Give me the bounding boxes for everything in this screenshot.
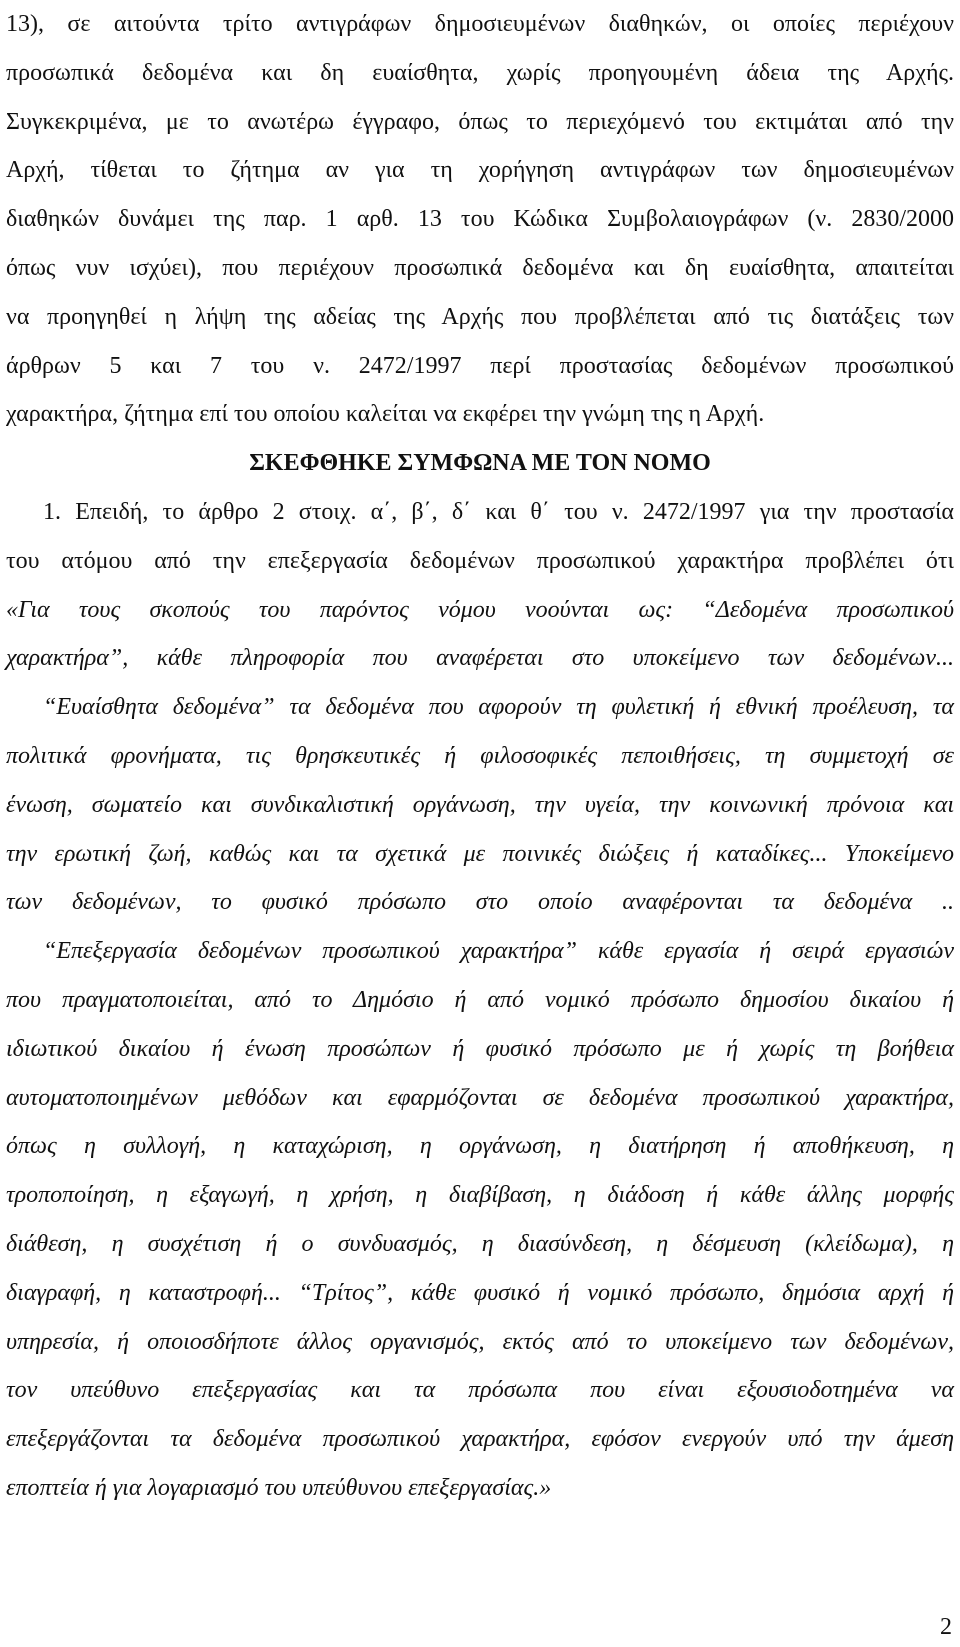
text-line: 13), σε αιτούντα τρίτο αντιγράφων δημοσιευμένων διαθηκών, οι οποίες περιέχουν [6, 11, 954, 37]
quoted-text-line: πολιτικά φρονήματα, τις θρησκευτικές ή φιλοσοφικές πεποιθήσεις, τη συμμετοχή σε [6, 742, 954, 769]
text-line: διαθηκών δυνάμει της παρ. 1 αρθ. 13 του Κώδικα Συμβολαιογράφων (ν. 2830/2000 [6, 206, 954, 233]
quoted-text-line: “Ευαίσθητα δεδομένα” τα δεδομένα που αφορούν τη φυλετική ή εθνική προέλευση, τα [43, 694, 954, 721]
quoted-text-line: ιδιωτικού δικαίου ή ένωση προσώπων ή φυσικό πρόσωπο με ή χωρίς τη βοήθεια [6, 1035, 954, 1062]
section-heading: ΣΚΕΦΘΗΚΕ ΣΥΜΦΩΝΑ ΜΕ ΤΟΝ ΝΟΜΟ [249, 450, 711, 477]
text-line: να προηγηθεί η λήψη της αδείας της Αρχής που προβλέπεται από τις διατάξεις των [6, 303, 954, 330]
quoted-text-line: «Για τους σκοπούς του παρόντος νόμου νοούνται ως: “Δεδομένα προσωπικού [6, 596, 954, 623]
quoted-text-line: “Επεξεργασία δεδομένων προσωπικού χαρακτήρα” κάθε εργασία ή σειρά εργασιών [43, 938, 954, 965]
text-line: 1. Επειδή, το άρθρο 2 στοιχ. α΄, β΄, δ΄ και θ΄ του ν. 2472/1997 για την προστασία [43, 498, 954, 525]
quoted-text-line: τροποποίηση, η εξαγωγή, η χρήση, η διαβίβαση, η διάδοση ή κάθε άλλης μορφής [6, 1182, 954, 1209]
text-line: του ατόμου από την επεξεργασία δεδομένων προσωπικού χαρακτήρα προβλέπει ότι [6, 547, 954, 574]
quoted-text-line: αυτοματοποιημένων μεθόδων και εφαρμόζονται σε δεδομένα προσωπικού χαρακτήρα, [6, 1084, 954, 1111]
document-body [6, 0, 954, 1513]
quoted-text-line: διαγραφή, η καταστροφή... “Τρίτος”, κάθε φυσικό ή νομικό πρόσωπο, δημόσια αρχή ή [6, 1279, 954, 1306]
quoted-text-line: διάθεση, η συσχέτιση ή ο συνδυασμός, η διασύνδεση, η δέσμευση (κλείδωμα), η [6, 1230, 954, 1257]
text-line: άρθρων 5 και 7 του ν. 2472/1997 περί προστασίας δεδομένων προσωπικού [6, 352, 954, 379]
text-line: χαρακτήρα, ζήτημα επί του οποίου καλείται να εκφέρει την γνώμη της η Αρχή. [6, 401, 765, 428]
quoted-text-line: όπως η συλλογή, η καταχώριση, η οργάνωση, η διατήρηση ή αποθήκευση, η [6, 1133, 954, 1160]
quoted-text-line: εποπτεία ή για λογαριασμό του υπεύθυνου επεξεργασίας.» [6, 1474, 552, 1501]
quoted-text-line: την ερωτική ζωή, καθώς και τα σχετικά με ποινικές διώξεις ή καταδίκες... Υποκείμενο [6, 840, 954, 867]
quoted-text-line: επεξεργάζονται τα δεδομένα προσωπικού χαρακτήρα, εφόσον ενεργούν υπό την άμεση [6, 1426, 954, 1453]
text-line: Αρχή, τίθεται το ζήτημα αν για τη χορήγηση αντιγράφων των δημοσιευμένων [6, 157, 954, 184]
text-line: όπως νυν ισχύει), που περιέχουν προσωπικά δεδομένα και δη ευαίσθητα, απαιτείται [6, 254, 954, 281]
quoted-text-line: που πραγματοποιείται, από το Δημόσιο ή από νομικό πρόσωπο δημοσίου δικαίου ή [6, 986, 954, 1013]
text-line: προσωπικά δεδομένα και δη ευαίσθητα, χωρίς προηγουμένη άδεια της Αρχής. [6, 59, 954, 86]
quoted-text-line: των δεδομένων, το φυσικό πρόσωπο στο οποίο αναφέρονται τα δεδομένα .. [6, 889, 954, 916]
quoted-text-line: υπηρεσία, ή οποιοσδήποτε άλλος οργανισμός, εκτός από το υποκείμενο των δεδομένων, [6, 1328, 954, 1355]
text-line: Συγκεκριμένα, με το ανωτέρω έγγραφο, όπως το περιεχόμενό του εκτιμάται από την [6, 108, 954, 135]
quoted-text-line: χαρακτήρα”, κάθε πληροφορία που αναφέρεται στο υποκείμενο των δεδομένων... [6, 645, 954, 672]
page-number: 2 [940, 1614, 952, 1640]
quoted-text-line: ένωση, σωματείο και συνδικαλιστική οργάνωση, την υγεία, την κοινωνική πρόνοια και [6, 791, 954, 818]
quoted-text-line: τον υπεύθυνο επεξεργασίας και τα πρόσωπα που είναι εξουσιοδοτημένα να [6, 1377, 954, 1404]
